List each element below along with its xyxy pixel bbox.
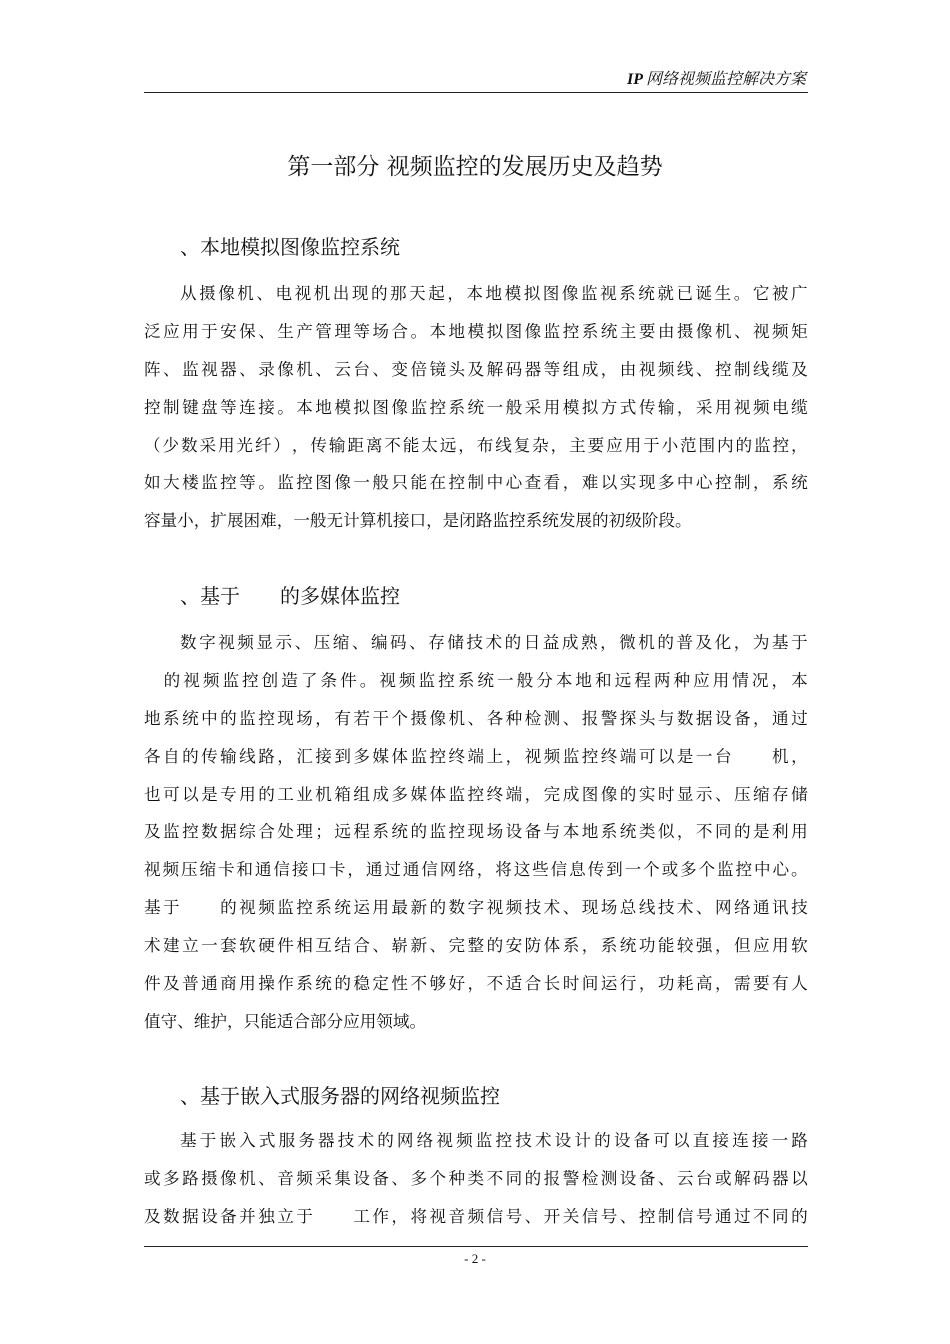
text-line: 件 及 普 通 商 用 操 作 系 统 的 稳 定 性 不 够 好 ， 不 适 合 长 时 间 运 行 ， 功 耗 高 ， 需 要 有 人 <box>144 974 808 994</box>
page-number: - 2 - <box>464 1251 486 1266</box>
text-line: 从 摄 像 机 、 电 视 机 出 现 的 那 天 起 ， 本 地 模 拟 图 像 监 视 系 统 就 已 诞 生 。 它 被 广 <box>180 284 808 303</box>
section-body-2 <box>144 624 808 1041</box>
text-line: 或 多 路 摄 像 机 、 音 频 采 集 设 备 、 多 个 种 类 不 同 的 报 警 检 测 设 备 、 云 台 或 解 码 器 以 <box>144 1168 808 1188</box>
text-line: 及 数 据 设 备 并 独 立 于 工 作 ， 将 视 音 频 信 号 、 开 关 信 号 、 控 制 信 号 通 过 不 同 的 <box>144 1206 808 1226</box>
header-title <box>627 66 806 89</box>
text-line: 阵 、 监 视 器 、 录 像 机 、 云 台 、 变 倍 镜 头 及 解 码 器 等 组 成 ， 由 视 频 线 、 控 制 线 缆 及 <box>144 359 808 379</box>
text-line: 值守、维护，只能适合部分应用领域。 <box>144 1011 427 1031</box>
text-line: 控 制 键 盘 等 连 接 。 本 地 模 拟 图 像 监 控 系 统 一 般 采 用 模 拟 方 式 传 输 ， 采 用 视 频 电 缆 <box>144 397 808 417</box>
page-title: 第一部分 视频监控的发展历史及趋势 <box>287 154 663 180</box>
text-line: 各 自 的 传 输 线 路 ， 汇 接 到 多 媒 体 监 控 终 端 上 ， 视 频 监 控 终 端 可 以 是 一 台 机 ， <box>144 746 808 766</box>
text-line: 数 字 视 频 显 示 、 压 缩 、 编 码 、 存 储 技 术 的 日 益 成 熟 ， 微 机 的 普 及 化 ， 为 基 于 <box>180 633 808 652</box>
text-line: 基 于 的 视 频 监 控 系 统 运 用 最 新 的 数 字 视 频 技 术 、 现 场 总 线 技 术 、 网 络 通 讯 技 <box>144 898 808 918</box>
text-line: 地 系 统 中 的 监 控 现 场 ， 有 若 干 个 摄 像 机 、 各 种 检 测 、 报 警 探 头 与 数 据 设 备 ， 通 过 <box>144 708 808 728</box>
page-header <box>144 64 808 93</box>
header-text: 网络视频监控解决方案 <box>645 69 806 88</box>
text-line: （ 少 数 采 用 光 纤 ） ， 传 输 距 离 不 能 太 远 ， 布 线 复 杂 ， 主 要 应 用 于 小 范 围 内 的 监 控 ， <box>144 435 808 455</box>
section-heading-2: 、基于 的多媒体监控 <box>180 584 400 608</box>
text-line: 容量小，扩展困难，一般无计算机接口，是闭路监控系统发展的初级阶段。 <box>144 511 692 531</box>
header-prefix: IP <box>626 71 643 88</box>
text-line: 也 可 以 是 专 用 的 工 业 机 箱 组 成 多 媒 体 监 控 终 端 ， 完 成 图 像 的 实 时 显 示 、 压 缩 存 储 <box>144 784 808 804</box>
text-line: 术 建 立 一 套 软 硬 件 相 互 结 合 、 崭 新 、 完 整 的 安 防 体 系 ， 系 统 功 能 较 强 ， 但 应 用 软 <box>144 936 808 956</box>
text-line: 视 频 压 缩 卡 和 通 信 接 口 卡 ， 通 过 通 信 网 络 ， 将 这 些 信 息 传 到 一 个 或 多 个 监 控 中 心 。 <box>144 860 808 880</box>
page-footer-rule <box>144 1246 808 1247</box>
section-body-3 <box>144 1122 808 1236</box>
section-heading-1: 、本地模拟图像监控系统 <box>180 235 400 259</box>
text-line: 的 视 频 监 控 创 造 了 条 件 。 视 频 监 控 系 统 一 般 分 本 地 和 远 程 两 种 应 用 情 况 ， 本 <box>163 670 808 690</box>
text-line: 基 于 嵌 入 式 服 务 器 技 术 的 网 络 视 频 监 控 技 术 设 计 的 设 备 可 以 直 接 连 接 一 路 <box>180 1131 808 1150</box>
text-line: 及 监 控 数 据 综 合 处 理 ； 远 程 系 统 的 监 控 现 场 设 备 与 本 地 系 统 类 似 ， 不 同 的 是 利 用 <box>144 822 808 842</box>
text-line: 泛 应 用 于 安 保 、 生 产 管 理 等 场 合 。 本 地 模 拟 图 像 监 控 系 统 主 要 由 摄 像 机 、 视 频 矩 <box>144 321 808 341</box>
section-heading-3: 、基于嵌入式服务器的网络视频监控 <box>180 1084 500 1108</box>
text-line: 如 大 楼 监 控 等 。 监 控 图 像 一 般 只 能 在 控 制 中 心 查 看 ， 难 以 实 现 多 中 心 控 制 ， 系 统 <box>144 473 808 493</box>
section-body-1 <box>144 275 808 540</box>
